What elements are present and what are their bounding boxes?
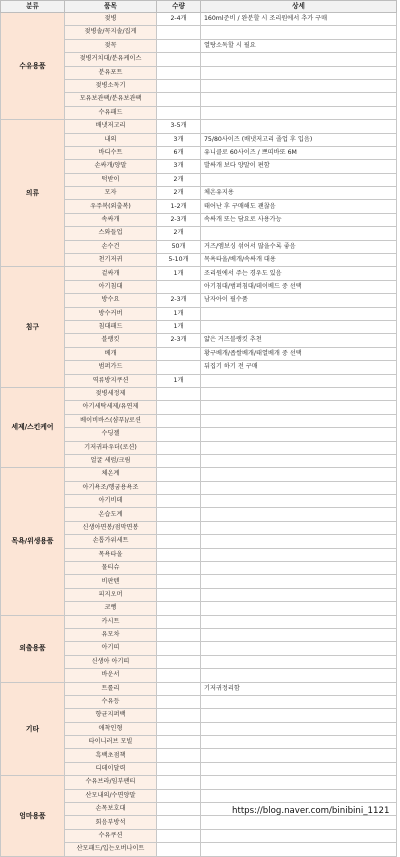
blog-watermark: https://blog.naver.com/binibini_1121: [232, 806, 390, 816]
detail-cell: 뒤집기 하기 전 구매: [201, 361, 397, 374]
detail-cell: [201, 669, 397, 682]
item-cell: 젖병솔/꼭지솔/집게: [65, 26, 157, 39]
item-cell: 향균지퍼백: [65, 709, 157, 722]
item-cell: 얼굴 세럼/크림: [65, 454, 157, 467]
item-cell: 손수건: [65, 240, 157, 253]
table-row: [1, 267, 397, 280]
qty-cell: [157, 508, 201, 521]
item-cell: 목욕타올: [65, 548, 157, 561]
item-cell: 젖병세정제: [65, 387, 157, 400]
detail-cell: [201, 508, 397, 521]
qty-cell: [157, 441, 201, 454]
category-cell: 세제/스킨케어: [1, 387, 65, 467]
item-cell: 카시트: [65, 615, 157, 628]
table-row: [1, 13, 397, 26]
table-row: [1, 615, 397, 628]
detail-cell: [201, 481, 397, 494]
item-cell: 아기침대: [65, 280, 157, 293]
detail-cell: [201, 521, 397, 534]
detail-cell: 75/80사이즈 (배냇저고리 졸업 후 입음): [201, 133, 397, 146]
qty-cell: [157, 428, 201, 441]
qty-cell: 2-3개: [157, 213, 201, 226]
qty-cell: [157, 414, 201, 427]
detail-cell: [201, 401, 397, 414]
detail-cell: 조리원에서 주는 경우도 있음: [201, 267, 397, 280]
item-cell: 침대패드: [65, 320, 157, 333]
item-cell: 피지오머: [65, 588, 157, 601]
qty-cell: [157, 628, 201, 641]
qty-cell: [157, 709, 201, 722]
item-cell: 아기띠: [65, 642, 157, 655]
detail-cell: 발싸개 보다 양말이 편함: [201, 160, 397, 173]
detail-cell: [201, 307, 397, 320]
qty-cell: [157, 816, 201, 829]
qty-cell: 2-3개: [157, 294, 201, 307]
item-cell: 배냇저고리: [65, 120, 157, 133]
detail-cell: 거즈/엠보싱 섞어서 많을수록 좋음: [201, 240, 397, 253]
item-cell: 방수요: [65, 294, 157, 307]
item-cell: 젖꼭: [65, 39, 157, 52]
item-cell: 물티슈: [65, 562, 157, 575]
detail-cell: [201, 642, 397, 655]
detail-cell: [201, 414, 397, 427]
detail-cell: [201, 829, 397, 842]
detail-cell: [201, 588, 397, 601]
item-cell: 기저귀파우더(로션): [65, 441, 157, 454]
item-cell: 방수커버: [65, 307, 157, 320]
qty-cell: [157, 695, 201, 708]
category-cell: 침구: [1, 267, 65, 388]
detail-cell: [201, 843, 397, 856]
item-cell: 수딩젤: [65, 428, 157, 441]
item-cell: 흑백초점책: [65, 749, 157, 762]
detail-cell: [201, 26, 397, 39]
qty-cell: [157, 736, 201, 749]
item-cell: 바디수트: [65, 146, 157, 159]
category-cell: 외출용품: [1, 615, 65, 682]
item-cell: 타이니러브 모빌: [65, 736, 157, 749]
qty-cell: 1개: [157, 320, 201, 333]
item-cell: 베이비바스(샴푸)/로션: [65, 414, 157, 427]
qty-cell: 1-2개: [157, 200, 201, 213]
qty-cell: [157, 347, 201, 360]
table-row: [1, 120, 397, 133]
detail-cell: [201, 749, 397, 762]
qty-cell: 2개: [157, 187, 201, 200]
qty-cell: 3개: [157, 160, 201, 173]
detail-cell: [201, 628, 397, 641]
table-row: [1, 682, 397, 695]
qty-cell: 2개: [157, 227, 201, 240]
detail-cell: [201, 789, 397, 802]
detail-cell: 160ml준비 / 완분할 시 조리원에서 추가 구매: [201, 13, 397, 26]
detail-cell: 황구베개/좁쌀베개/태열베개 중 선택: [201, 347, 397, 360]
qty-cell: [157, 548, 201, 561]
item-cell: 애착인형: [65, 722, 157, 735]
item-cell: 수유패드: [65, 106, 157, 119]
item-cell: 트롤리: [65, 682, 157, 695]
qty-cell: [157, 588, 201, 601]
item-cell: 코뻥: [65, 602, 157, 615]
item-cell: 수유쿠션: [65, 829, 157, 842]
item-cell: 아기비데: [65, 495, 157, 508]
item-cell: 산모패드/입는오버나이트: [65, 843, 157, 856]
qty-cell: [157, 575, 201, 588]
detail-cell: [201, 535, 397, 548]
qty-cell: [157, 803, 201, 816]
detail-cell: [201, 227, 397, 240]
qty-cell: [157, 93, 201, 106]
qty-cell: [157, 669, 201, 682]
item-cell: 체온계: [65, 468, 157, 481]
item-cell: 천기저귀: [65, 254, 157, 267]
qty-cell: [157, 401, 201, 414]
detail-cell: 얇은 거즈블랭킷 추천: [201, 334, 397, 347]
qty-cell: [157, 521, 201, 534]
qty-cell: 50개: [157, 240, 201, 253]
item-cell: 손톱가위세트: [65, 535, 157, 548]
header-qty: 수량: [157, 1, 201, 13]
category-cell: 수유용품: [1, 13, 65, 120]
item-cell: 수유브라/임부팬티: [65, 776, 157, 789]
item-cell: 모유보관팩/분유보관팩: [65, 93, 157, 106]
detail-cell: 속싸개 또는 담요로 사용가능: [201, 213, 397, 226]
detail-cell: [201, 736, 397, 749]
detail-cell: [201, 441, 397, 454]
detail-cell: [201, 93, 397, 106]
detail-cell: [201, 120, 397, 133]
table-row: [1, 387, 397, 400]
item-cell: 베개: [65, 347, 157, 360]
detail-cell: [201, 374, 397, 387]
qty-cell: 3개: [157, 133, 201, 146]
qty-cell: 1개: [157, 307, 201, 320]
item-cell: 아기욕조/헹굼용욕조: [65, 481, 157, 494]
detail-cell: [201, 548, 397, 561]
detail-cell: 아기침대/범퍼침대/데이베드 중 선택: [201, 280, 397, 293]
qty-cell: [157, 655, 201, 668]
item-cell: 스와들업: [65, 227, 157, 240]
detail-cell: [201, 602, 397, 615]
qty-cell: 6개: [157, 146, 201, 159]
item-cell: 디데이달력: [65, 762, 157, 775]
item-cell: 젖병: [65, 13, 157, 26]
qty-cell: [157, 722, 201, 735]
qty-cell: 2-4개: [157, 13, 201, 26]
qty-cell: [157, 642, 201, 655]
item-cell: 손목보호대: [65, 803, 157, 816]
item-cell: 바운서: [65, 669, 157, 682]
table-row: [1, 776, 397, 789]
qty-cell: 3-5개: [157, 120, 201, 133]
detail-cell: [201, 106, 397, 119]
detail-cell: [201, 655, 397, 668]
qty-cell: 2-3개: [157, 334, 201, 347]
header-detail: 상세: [201, 1, 397, 13]
detail-cell: [201, 495, 397, 508]
detail-cell: [201, 762, 397, 775]
detail-cell: [201, 173, 397, 186]
item-cell: 수유등: [65, 695, 157, 708]
qty-cell: [157, 829, 201, 842]
qty-cell: [157, 79, 201, 92]
qty-cell: [157, 280, 201, 293]
detail-cell: [201, 387, 397, 400]
qty-cell: [157, 53, 201, 66]
qty-cell: [157, 481, 201, 494]
detail-cell: 열탕소독할 시 필요: [201, 39, 397, 52]
detail-cell: [201, 709, 397, 722]
item-cell: 역류방지쿠션: [65, 374, 157, 387]
item-cell: 블랭킷: [65, 334, 157, 347]
item-cell: 턱받이: [65, 173, 157, 186]
item-cell: 회음부방석: [65, 816, 157, 829]
item-cell: 우주복(외출복): [65, 200, 157, 213]
qty-cell: [157, 495, 201, 508]
header-row: [1, 1, 397, 13]
qty-cell: [157, 602, 201, 615]
checklist-body: [1, 13, 397, 857]
detail-cell: [201, 428, 397, 441]
item-cell: 신생아면봉/점막면봉: [65, 521, 157, 534]
qty-cell: [157, 762, 201, 775]
qty-cell: 2개: [157, 173, 201, 186]
category-cell: 의류: [1, 120, 65, 267]
qty-cell: [157, 468, 201, 481]
item-cell: 젖병소독기: [65, 79, 157, 92]
item-cell: 모자: [65, 187, 157, 200]
category-cell: 엄마용품: [1, 776, 65, 856]
detail-cell: [201, 722, 397, 735]
detail-cell: 태어난 후 구매해도 괜찮음: [201, 200, 397, 213]
detail-cell: 목욕타올/베개/속싸개 대용: [201, 254, 397, 267]
qty-cell: [157, 843, 201, 856]
qty-cell: 1개: [157, 267, 201, 280]
item-cell: 내의: [65, 133, 157, 146]
header-category: 분류: [1, 1, 65, 13]
qty-cell: [157, 454, 201, 467]
qty-cell: [157, 66, 201, 79]
item-cell: 손싸개/양말: [65, 160, 157, 173]
detail-cell: [201, 320, 397, 333]
qty-cell: 5-10개: [157, 254, 201, 267]
qty-cell: [157, 387, 201, 400]
item-cell: 범퍼가드: [65, 361, 157, 374]
qty-cell: [157, 562, 201, 575]
detail-cell: [201, 562, 397, 575]
detail-cell: 남자아이 필수품: [201, 294, 397, 307]
item-cell: 유모차: [65, 628, 157, 641]
detail-cell: [201, 816, 397, 829]
detail-cell: [201, 615, 397, 628]
item-cell: 온습도계: [65, 508, 157, 521]
detail-cell: [201, 53, 397, 66]
qty-cell: [157, 39, 201, 52]
detail-cell: [201, 468, 397, 481]
qty-cell: [157, 789, 201, 802]
qty-cell: [157, 749, 201, 762]
detail-cell: 유니클로 60사이즈 / 쁘띠바또 6M: [201, 146, 397, 159]
item-cell: 산모내의/수면양말: [65, 789, 157, 802]
detail-cell: [201, 575, 397, 588]
detail-cell: [201, 79, 397, 92]
qty-cell: [157, 682, 201, 695]
item-cell: 비판텐: [65, 575, 157, 588]
qty-cell: [157, 776, 201, 789]
qty-cell: [157, 615, 201, 628]
detail-cell: [201, 454, 397, 467]
detail-cell: [201, 66, 397, 79]
category-cell: 기타: [1, 682, 65, 776]
qty-cell: [157, 106, 201, 119]
qty-cell: [157, 361, 201, 374]
qty-cell: [157, 26, 201, 39]
detail-cell: [201, 776, 397, 789]
qty-cell: 1개: [157, 374, 201, 387]
detail-cell: 체온유지용: [201, 187, 397, 200]
qty-cell: [157, 535, 201, 548]
item-cell: 속싸개: [65, 213, 157, 226]
detail-cell: [201, 695, 397, 708]
item-cell: 젖병거치대/분유케이스: [65, 53, 157, 66]
item-cell: 분유포트: [65, 66, 157, 79]
detail-cell: 기저귀정리함: [201, 682, 397, 695]
item-cell: 겉싸개: [65, 267, 157, 280]
category-cell: 목욕/위생용품: [1, 468, 65, 615]
table-row: [1, 468, 397, 481]
header-item: 품목: [65, 1, 157, 13]
item-cell: 신생아 아기띠: [65, 655, 157, 668]
item-cell: 아기세탁세제/유연제: [65, 401, 157, 414]
